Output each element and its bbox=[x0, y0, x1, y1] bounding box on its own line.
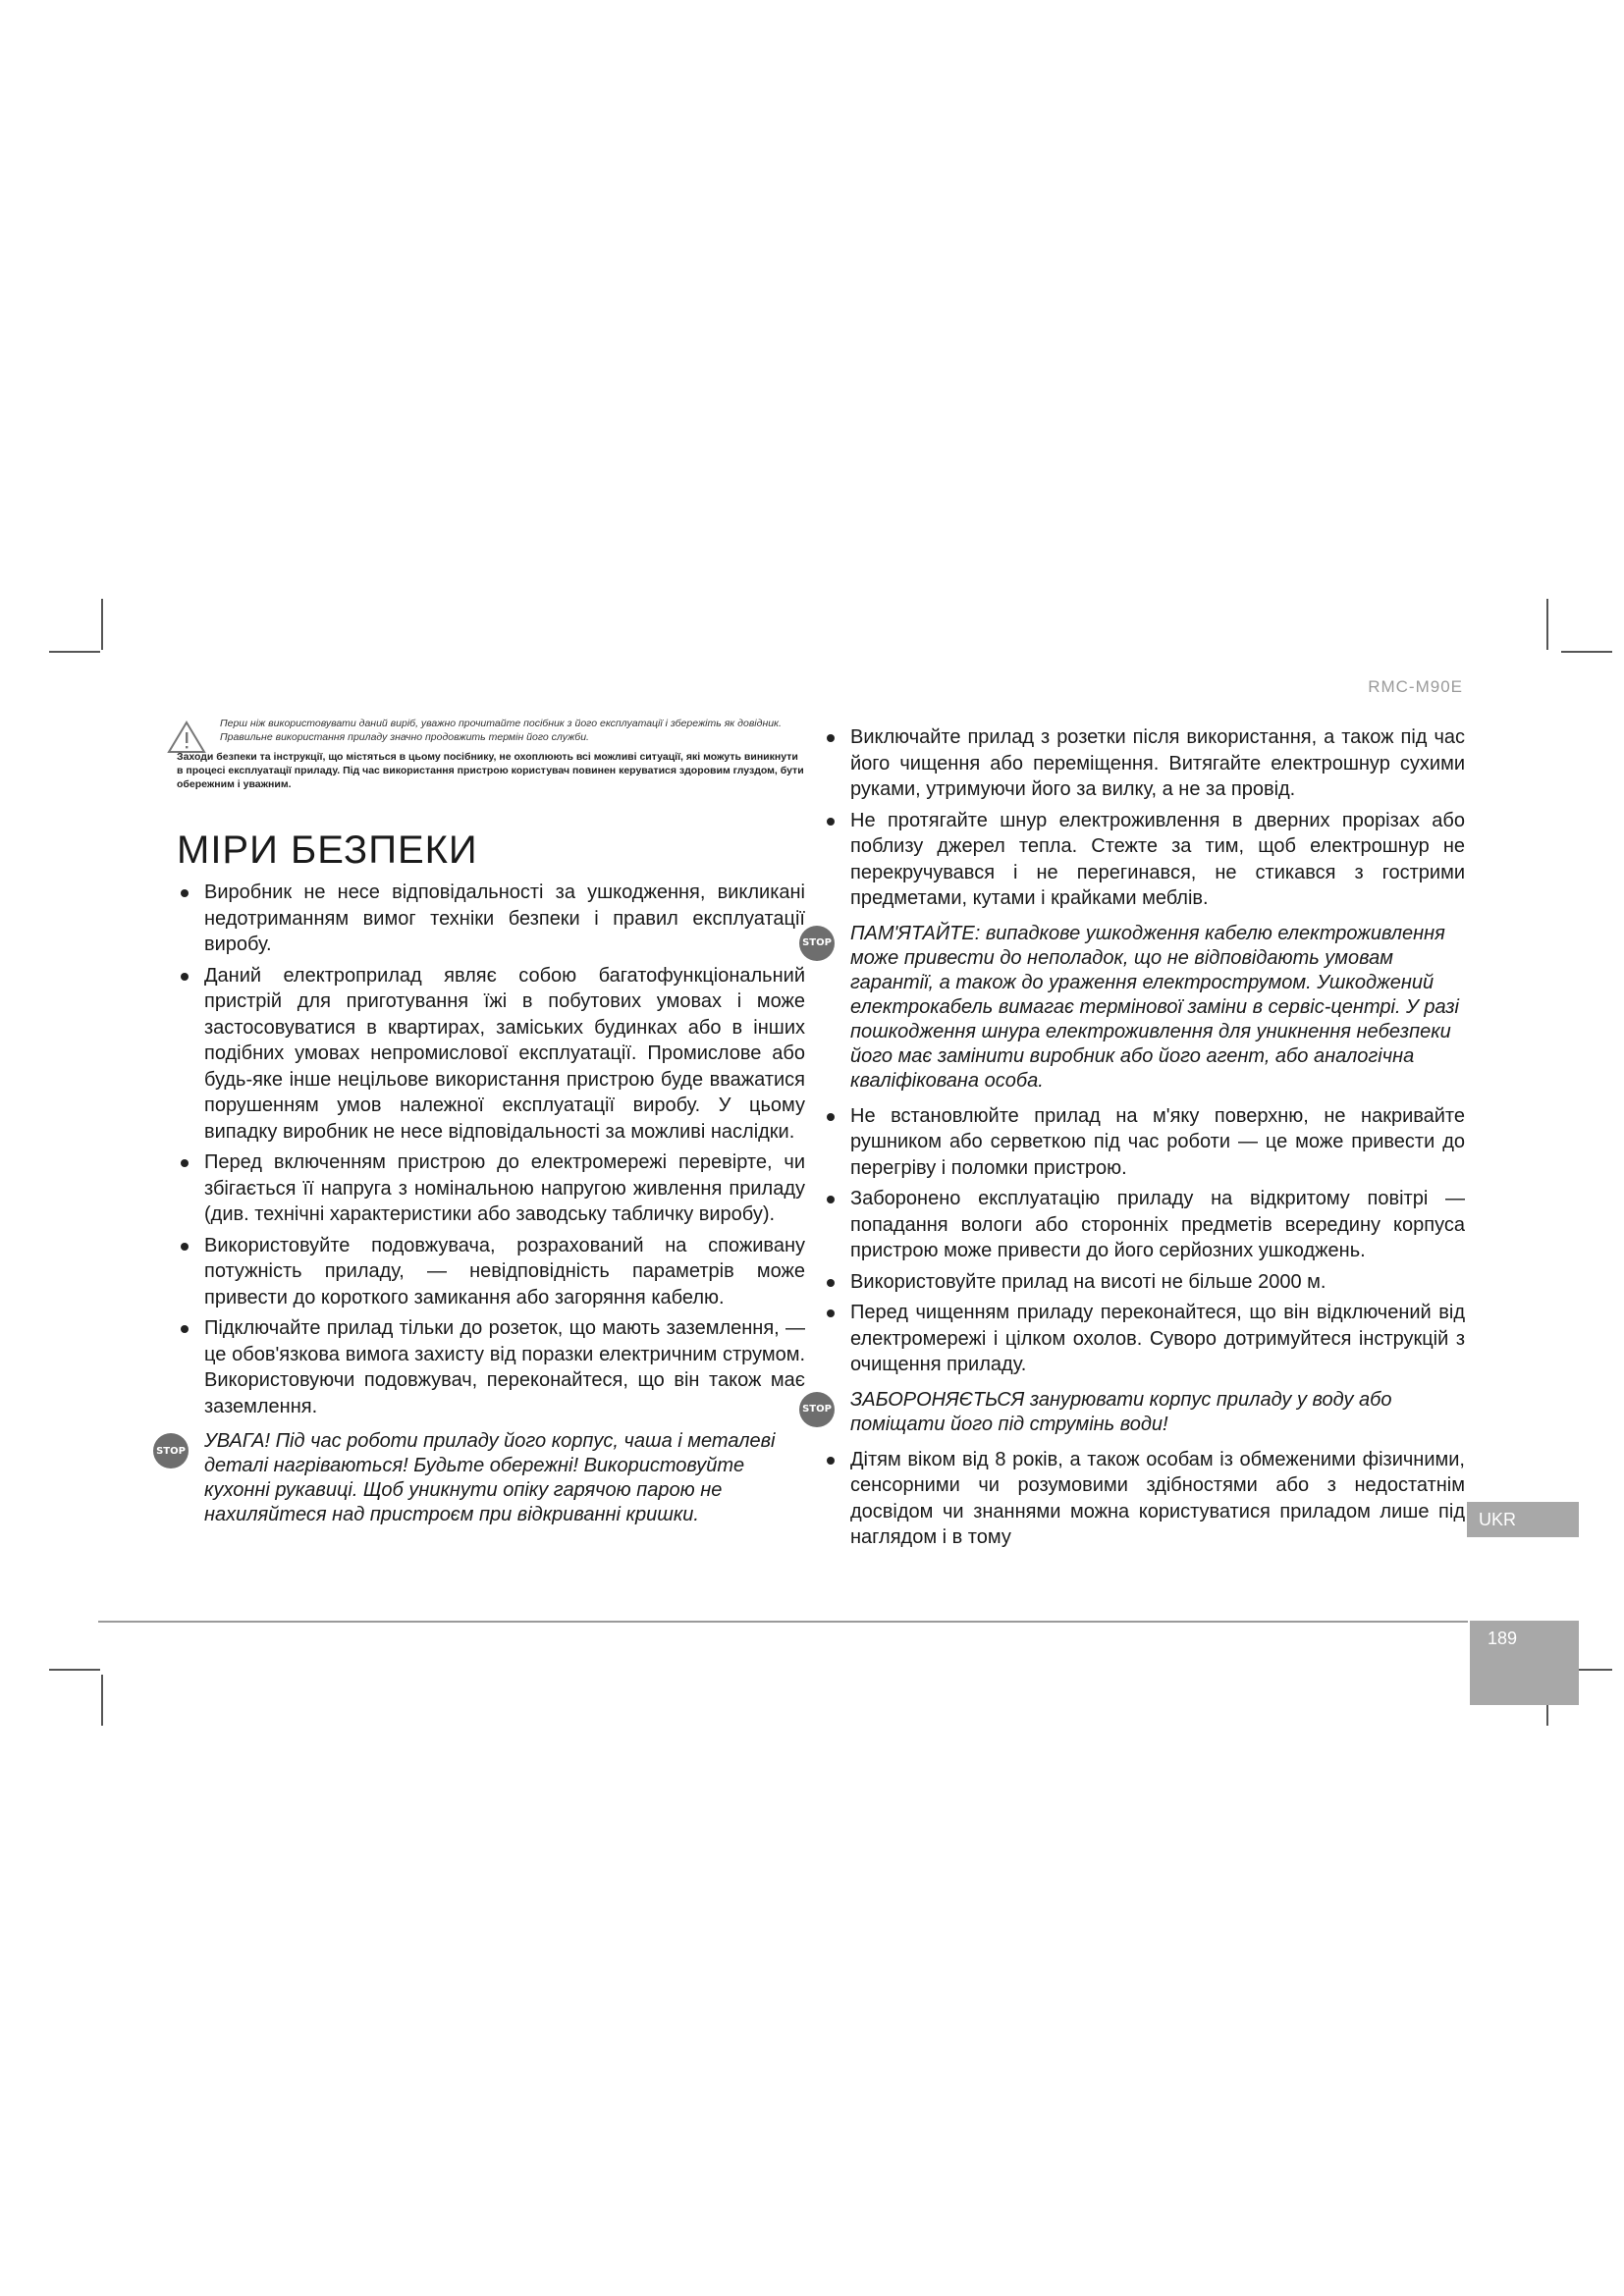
list-item: Використовуйте подовжувача, розрахований на споживану потужність приладу, — невідповідність параметрів може привести до короткого замикання або загоряння кабелю. bbox=[177, 1233, 805, 1311]
warning-triangle-icon bbox=[167, 721, 206, 754]
right-bullet-list-a bbox=[823, 724, 1465, 912]
bullet-icon bbox=[181, 1325, 189, 1333]
stop-warning-text: ПАМ'ЯТАЙТЕ: випадкове ушкодження кабелю електроживлення може привести до неполадок, що не відповідають умовам гарантії, а також до ураження електрострумом. Ушкоджений електрокабель вимагає термінової заміни в сервіс-центрі. У разі пошкодження шнура електроживлення для уникнення небезпеки його має замінити виробник або його агент, або аналогічна кваліфікована особа. bbox=[850, 922, 1459, 1092]
stop-sign-icon: STOP bbox=[799, 926, 835, 961]
list-item: Перед включенням пристрою до електромережі перевірте, чи збігається її напруга з номінальною напругою живлення приладу (див. технічні характеристики або заводську табличку виробу). bbox=[177, 1149, 805, 1228]
bullet-icon bbox=[827, 1457, 835, 1465]
list-item: Виробник не несе відповідальності за ушкодження, викликані недотриманням вимог техніки безпеки і правил експлуатації виробу. bbox=[177, 880, 805, 958]
bullet-icon bbox=[827, 818, 835, 826]
list-item: Не протягайте шнур електроживлення в дверних прорізах або поблизу джерел тепла. Стежте за тим, щоб електрошнур не перекручувався і не перегинався, не стикався з гострими предметами, кутами і крайками меблів. bbox=[823, 808, 1465, 912]
stop-warning bbox=[802, 1388, 1465, 1437]
crop-mark bbox=[49, 651, 100, 653]
right-bullet-list-b bbox=[823, 1103, 1465, 1378]
crop-mark bbox=[101, 599, 103, 650]
crop-mark bbox=[1561, 651, 1612, 653]
stop-warning-text: ЗАБОРОНЯЄТЬСЯ занурювати корпус приладу у воду або поміщати його під струмінь води! bbox=[850, 1388, 1392, 1435]
list-item: Дітям віком від 8 років, а також особам із обмеженими фізичними, сенсорними чи розумовими здібностями або з недостатнім досвідом чи знаннями можна користуватися приладом лише під наглядом і в тому bbox=[823, 1447, 1465, 1551]
bullet-icon bbox=[827, 1309, 835, 1317]
bullet-icon bbox=[181, 973, 189, 981]
right-column bbox=[802, 724, 1465, 1556]
bullet-icon bbox=[181, 889, 189, 897]
left-bullet-list bbox=[177, 880, 805, 1419]
bullet-icon bbox=[827, 734, 835, 742]
notice-bold-text: Заходи безпеки та інструкції, що містяться в цьому посібнику, не охоплюють всі можливі ситуації, які можуть виникнути в процесі експлуатації приладу. Під час використання пристрою користувач повинен керуватися здоровим глуздом, бути обережним і уважним. bbox=[177, 751, 804, 790]
notice-italic-text: Перш ніж використовувати даний виріб, уважно прочитайте посібник з його експлуатації і збережіть як довідник. Правильне використання приладу значно продовжить термін його служби. bbox=[220, 718, 782, 743]
left-column bbox=[156, 717, 805, 1537]
stop-warning bbox=[156, 1429, 805, 1527]
list-item: Підключайте прилад тільки до розеток, що мають заземлення, — це обов'язкова вимога захисту від поразки електричним струмом. Використовуючи подовжувач, переконайтеся, що він також має заземлення. bbox=[177, 1315, 805, 1419]
right-bullet-list-c bbox=[823, 1447, 1465, 1551]
notice-block bbox=[177, 717, 805, 791]
crop-mark bbox=[49, 1669, 100, 1671]
bullet-icon bbox=[827, 1196, 835, 1203]
stop-sign-icon: STOP bbox=[799, 1392, 835, 1427]
model-number: RMC-M90E bbox=[1368, 677, 1463, 696]
section-heading: МІРИ БЕЗПЕКИ bbox=[177, 828, 478, 872]
bullet-icon bbox=[181, 1159, 189, 1167]
bullet-icon bbox=[827, 1279, 835, 1287]
list-item: Не встановлюйте прилад на м'яку поверхню, не накривайте рушником або серветкою під час роботи — це може привести до перегріву і поломки пристрою. bbox=[823, 1103, 1465, 1182]
list-item: Перед чищенням приладу переконайтеся, що він відключений від електромережі і цілком охолов. Суворо дотримуйтеся інструкцій з очищення приладу. bbox=[823, 1300, 1465, 1378]
page-bottom-rule bbox=[98, 1621, 1468, 1623]
stop-warning-text: УВАГА! Під час роботи приладу його корпус, чаша і металеві деталі нагріваються! Будьте обережні! Використовуйте кухонні рукавиці. Щоб уникнути опіку гарячою парою не нахиляйтеся над пристроєм при відкриванні кришки. bbox=[204, 1430, 776, 1525]
list-item: Заборонено експлуатацію приладу на відкритому повітрі — попадання вологи або сторонніх предметів всередину корпуса пристрою може привести до його серйозних ушкоджень. bbox=[823, 1186, 1465, 1264]
crop-mark bbox=[101, 1675, 103, 1726]
bullet-icon bbox=[181, 1243, 189, 1251]
stop-warning bbox=[802, 922, 1465, 1094]
language-tab: UKR bbox=[1467, 1502, 1579, 1537]
list-item: Виключайте прилад з розетки після використання, а також під час його чищення або переміщення. Витягайте електрошнур сухими руками, утримуючи його за вилку, а не за провід. bbox=[823, 724, 1465, 803]
list-item: Використовуйте прилад на висоті не більше 2000 м. bbox=[823, 1269, 1465, 1296]
crop-mark bbox=[1546, 599, 1548, 650]
list-item: Даний електроприлад являє собою багатофункціональний пристрій для приготування їжі в побутових умовах і може застосовуватися в квартирах, заміських будинках або в інших подібних умовах непромислової експлуатації. Промислове або будь-яке інше нецільове використання пристрою буде вважатися порушенням умов належної експлуатації виробу. У цьому випадку виробник не несе відповідальності за можливі наслідки. bbox=[177, 963, 805, 1146]
bullet-icon bbox=[827, 1113, 835, 1121]
stop-sign-icon: STOP bbox=[153, 1433, 189, 1468]
page-number: 189 bbox=[1470, 1621, 1579, 1705]
